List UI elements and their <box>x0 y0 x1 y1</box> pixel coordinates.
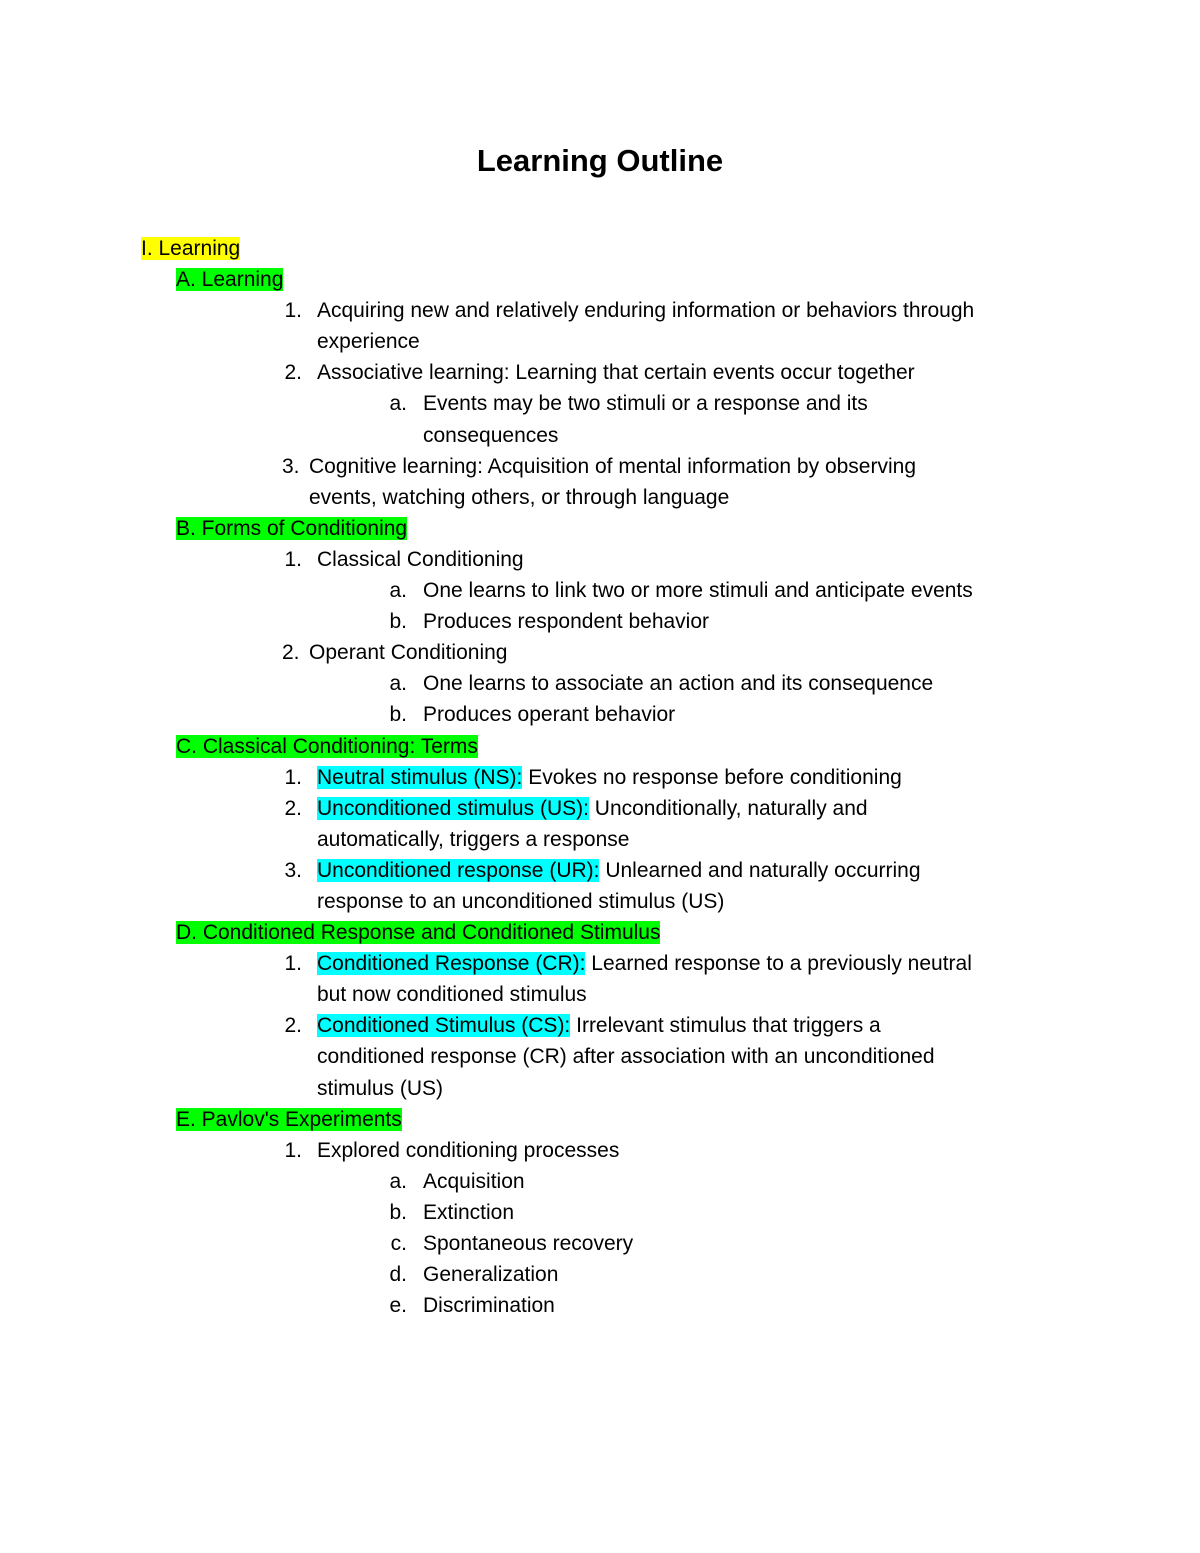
list-marker: b. <box>389 703 407 727</box>
list-text: One learns to associate an action and its consequence <box>423 672 934 696</box>
list-item <box>0 668 1200 699</box>
list-marker: a. <box>389 672 407 696</box>
term-definition: Evokes no response before conditioning <box>522 765 902 789</box>
outline-subsection <box>0 917 1200 948</box>
list-text <box>317 855 921 886</box>
subsection-heading: B. Forms of Conditioning <box>176 516 408 540</box>
list-text: Generalization <box>423 1263 559 1287</box>
list-text: Associative learning: Learning that certain events occur together <box>317 361 915 385</box>
list-item-continuation <box>0 1073 1200 1104</box>
list-text: Acquisition <box>423 1169 525 1193</box>
list-marker: 3. <box>282 454 300 478</box>
list-text: stimulus (US) <box>317 1076 444 1100</box>
list-text: Discrimination <box>423 1294 555 1318</box>
list-item-continuation <box>0 326 1200 357</box>
term-highlight: Conditioned Stimulus (CS): <box>317 1014 571 1038</box>
subsection-heading: C. Classical Conditioning: Terms <box>176 734 478 758</box>
list-text: Operant Conditioning <box>309 641 508 665</box>
list-text: but now conditioned stimulus <box>317 983 587 1007</box>
list-item <box>0 1166 1200 1197</box>
list-item <box>0 793 1200 824</box>
list-marker: 2. <box>284 1014 302 1038</box>
list-marker: 1. <box>284 765 302 789</box>
list-item <box>0 948 1200 979</box>
term-highlight: Unconditioned response (UR): <box>317 858 600 882</box>
list-marker: b. <box>389 610 407 634</box>
subsection-heading: D. Conditioned Response and Conditioned Stimulus <box>176 921 661 945</box>
section-heading: I. Learning <box>141 237 241 260</box>
outline-subsection <box>0 513 1200 544</box>
list-marker: 2. <box>284 796 302 820</box>
term-highlight: Neutral stimulus (NS): <box>317 765 523 789</box>
list-item <box>0 1228 1200 1259</box>
list-marker: 2. <box>282 641 300 665</box>
list-text: events, watching others, or through language <box>309 485 730 509</box>
list-item <box>0 637 1200 668</box>
outline-subsection <box>0 731 1200 762</box>
subsection-heading: A. Learning <box>176 268 284 292</box>
list-text: Spontaneous recovery <box>423 1232 634 1255</box>
list-marker: 2. <box>284 361 302 385</box>
list-item <box>0 1135 1200 1166</box>
list-marker: b. <box>389 1200 407 1224</box>
list-marker: 1. <box>284 299 302 323</box>
outline-subsection <box>0 264 1200 295</box>
list-item-continuation <box>0 886 1200 917</box>
list-item-continuation <box>0 1041 1200 1072</box>
list-item <box>0 855 1200 886</box>
list-marker: 3. <box>284 858 302 882</box>
list-text: One learns to link two or more stimuli and anticipate events <box>423 579 973 603</box>
list-marker: a. <box>389 392 407 416</box>
list-item <box>0 1259 1200 1290</box>
list-marker: 1. <box>284 1138 302 1162</box>
list-item <box>0 606 1200 637</box>
list-marker: a. <box>389 1169 407 1193</box>
list-text: Classical Conditioning <box>317 547 524 571</box>
subsection-heading: E. Pavlov's Experiments <box>176 1107 402 1131</box>
list-item <box>0 1290 1200 1321</box>
list-text: Extinction <box>423 1200 515 1224</box>
term-highlight: Conditioned Response (CR): <box>317 952 586 976</box>
list-item <box>0 1197 1200 1228</box>
list-item <box>0 357 1200 388</box>
list-item <box>0 575 1200 606</box>
list-text <box>317 1010 881 1041</box>
list-item <box>0 1010 1200 1041</box>
term-highlight: Unconditioned stimulus (US): <box>317 796 589 820</box>
outline <box>0 233 1200 1321</box>
list-item <box>0 451 1200 482</box>
list-marker: a. <box>389 579 407 603</box>
list-item <box>0 295 1200 326</box>
list-item <box>0 544 1200 575</box>
term-definition: Unconditionally, naturally and <box>588 796 868 820</box>
list-marker: c. <box>390 1232 407 1255</box>
list-item <box>0 388 1200 419</box>
list-text: Acquiring new and relatively enduring information or behaviors through <box>317 299 975 323</box>
outline-subsection <box>0 1104 1200 1135</box>
list-text: experience <box>317 330 420 354</box>
list-marker: 1. <box>284 952 302 976</box>
list-text: Explored conditioning processes <box>317 1138 620 1162</box>
list-item <box>0 762 1200 793</box>
page-title: Learning Outline <box>476 143 724 178</box>
list-text <box>317 948 972 979</box>
term-definition: Irrelevant stimulus that triggers a <box>570 1014 881 1038</box>
list-text: conditioned response (CR) after association with an unconditioned <box>317 1045 935 1069</box>
list-item-continuation <box>0 824 1200 855</box>
list-marker: 1. <box>284 547 302 571</box>
list-text: Produces respondent behavior <box>423 610 710 634</box>
list-item <box>0 699 1200 730</box>
list-marker: d. <box>389 1263 407 1287</box>
list-text: Cognitive learning: Acquisition of mental information by observing <box>309 454 917 478</box>
list-text <box>317 762 902 793</box>
list-text: Events may be two stimuli or a response and its <box>423 392 868 416</box>
list-text: response to an unconditioned stimulus (US) <box>317 889 725 913</box>
list-item-continuation <box>0 420 1200 451</box>
list-text: automatically, triggers a response <box>317 827 630 851</box>
list-text <box>317 793 868 824</box>
list-marker: e. <box>389 1294 407 1318</box>
list-item-continuation <box>0 979 1200 1010</box>
outline-section <box>0 233 1200 264</box>
list-text: Produces operant behavior <box>423 703 676 727</box>
list-text: consequences <box>423 423 559 447</box>
list-item-continuation <box>0 482 1200 513</box>
term-definition: Unlearned and naturally occurring <box>599 858 921 882</box>
term-definition: Learned response to a previously neutral <box>585 952 972 976</box>
